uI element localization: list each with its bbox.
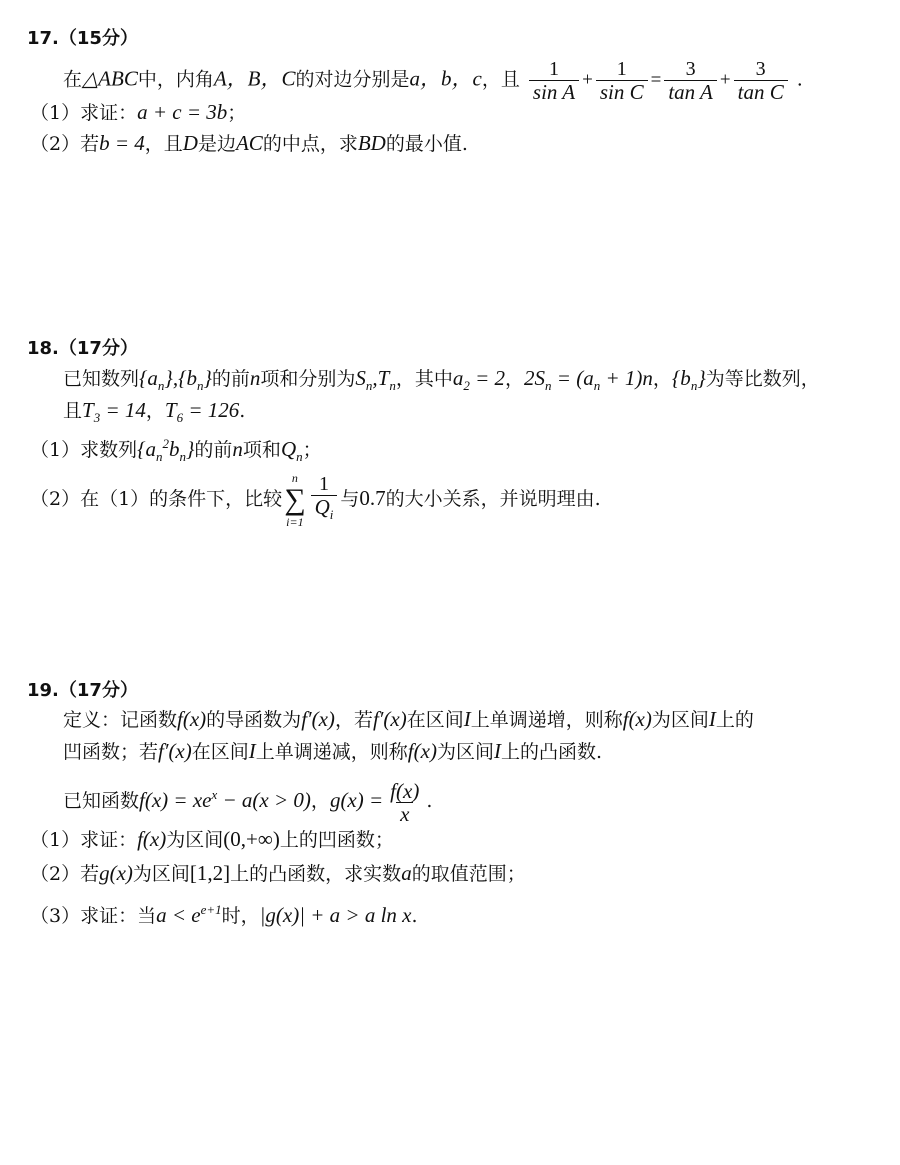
part-label: （2）在（1）的条件下，比较 <box>30 488 283 510</box>
question-19-part-2 <box>30 861 526 886</box>
stem-text: 为区间 <box>651 709 709 731</box>
sigma-symbol: ∑ <box>284 483 306 516</box>
stem-text: 的对边分别是 <box>295 68 410 91</box>
stem-text: 在区间 <box>191 741 249 763</box>
math-n: n <box>249 366 261 390</box>
math-fprime: f′(x) <box>301 707 335 731</box>
part-tail: 的最小值. <box>385 133 468 155</box>
part-text: 项和 <box>242 439 281 461</box>
question-18-part-2 <box>30 470 601 529</box>
condition-a <box>156 903 222 927</box>
sum-relation <box>524 366 653 394</box>
superscript: x <box>211 787 218 802</box>
stem-text: 上单调递减，则称 <box>255 741 408 763</box>
stem-text: ， <box>505 368 525 390</box>
fraction-denominator: sin C <box>596 80 648 103</box>
part-text: 与 <box>340 488 360 510</box>
a2-value <box>452 366 506 394</box>
fraction-3-over-tanC <box>734 58 788 103</box>
subscript: 3 <box>93 410 101 426</box>
part-tail: 上的凹函数； <box>279 829 394 851</box>
subscript: i <box>329 507 334 523</box>
part-text: 为区间 <box>166 829 224 851</box>
part-text: ，且 <box>144 133 183 155</box>
part-math: AC <box>235 131 263 155</box>
stem-text: 项和分别为 <box>260 368 356 390</box>
question-18-header <box>27 337 138 361</box>
math-part: b <box>169 437 180 461</box>
question-19-part-3 <box>30 898 418 928</box>
stem-text: ，其中 <box>395 368 453 390</box>
fraction-denominator: tan C <box>734 80 788 103</box>
math-part: {a <box>139 366 158 390</box>
stem-text: 且 <box>63 400 83 422</box>
subscript: n <box>545 378 552 394</box>
math-part: 2S <box>524 366 546 390</box>
math-f: f(x) <box>622 707 652 731</box>
fraction-1-over-sinC <box>596 58 648 103</box>
question-score: （17分） <box>58 680 138 701</box>
stem-text: 为等比数列， <box>705 368 820 390</box>
fraction-numerator: 3 <box>685 58 696 80</box>
plus-sign: + <box>719 69 731 91</box>
math-f: f(x) <box>177 707 207 731</box>
T6-value <box>164 398 240 426</box>
subscript: n <box>593 378 601 394</box>
stem-text: 中，内角 <box>137 68 214 91</box>
math-part: } <box>186 437 195 461</box>
question-score: （15分） <box>58 28 138 49</box>
math-part: {b <box>671 366 691 390</box>
math-part: } <box>697 366 706 390</box>
question-19-part-1 <box>30 827 394 852</box>
part-text: 为区间 <box>132 863 190 885</box>
math-I: I <box>708 707 716 731</box>
subscript: n <box>156 449 163 465</box>
part-math: a + c = 3b <box>137 100 228 124</box>
stem-text: ， <box>310 790 330 812</box>
math-fprime: f′(x) <box>372 707 407 731</box>
equation-end: . <box>796 68 803 91</box>
question-18-stem-line-2 <box>63 398 245 430</box>
sum-lower-limit: i=1 <box>286 515 304 529</box>
fraction-denominator: sin A <box>529 80 579 103</box>
compare-value: 0.7 <box>359 486 386 510</box>
fraction-denominator <box>311 495 338 526</box>
stem-text: ， <box>145 400 165 422</box>
part-text: 的中点，求 <box>262 133 358 155</box>
question-18-stem-line-1 <box>63 366 820 398</box>
fraction-1-over-Qi <box>311 473 338 526</box>
math-g: g(x) <box>99 861 133 885</box>
part-tail: 的取值范围； <box>411 863 526 885</box>
stem-text: ，且 <box>481 68 520 91</box>
Q-n <box>280 437 303 465</box>
math-part: ,T <box>372 366 390 390</box>
subscript: n <box>690 378 698 394</box>
math-part: },{b <box>164 366 197 390</box>
fraction-1-over-sinA <box>529 58 579 103</box>
question-score: （17分） <box>58 338 138 359</box>
math-part: − a(x > 0) <box>217 788 311 812</box>
math-I: I <box>463 707 471 731</box>
part-math: D <box>182 131 198 155</box>
inequality: |g(x)| + a > a ln x <box>259 903 412 927</box>
part-label: （2）若 <box>30 863 100 885</box>
question-17-part-2 <box>30 131 468 156</box>
question-18-part-1 <box>30 432 322 469</box>
subscript: 6 <box>176 410 184 426</box>
sequence-a-b <box>139 366 212 394</box>
subscript: 2 <box>463 378 470 394</box>
stem-text: 已知函数 <box>63 790 140 812</box>
math-I: I <box>493 739 501 763</box>
part-text: 是边 <box>197 133 236 155</box>
math-part: a < e <box>156 903 201 927</box>
part-label: （1）求证： <box>30 829 138 851</box>
sequence-anbn <box>137 436 195 465</box>
math-I: I <box>248 739 256 763</box>
stem-text: 上单调递增，则称 <box>470 709 623 731</box>
stem-text: 为区间 <box>436 741 494 763</box>
fraction-3-over-tanA <box>664 58 717 103</box>
math-part: + 1)n <box>600 366 653 390</box>
question-19-definition-line-1 <box>63 707 754 732</box>
math-part: Q <box>314 495 330 520</box>
math-fprime: f′(x) <box>158 739 192 763</box>
fraction-numerator: 1 <box>318 473 329 496</box>
fraction-f-over-x <box>386 780 423 825</box>
math-part: } <box>203 366 212 390</box>
part-tail: 的大小关系，并说明理由. <box>385 488 601 510</box>
interval: [1,2] <box>189 861 231 885</box>
superscript: 2 <box>162 436 169 451</box>
fraction-numerator: 1 <box>616 58 627 80</box>
subscript: n <box>196 378 204 394</box>
math-part: = 14 <box>100 398 146 422</box>
math-part: S <box>355 366 366 390</box>
plus-sign: + <box>582 69 593 91</box>
math-part: = 2 <box>469 366 506 390</box>
question-17-stem <box>63 58 803 103</box>
g-definition: g(x) = <box>329 788 384 812</box>
math-part: = (a <box>551 366 594 390</box>
stem-text: 的前 <box>211 368 250 390</box>
math-part: a <box>452 366 464 390</box>
math-part: T <box>82 398 94 422</box>
subscript: n <box>179 449 186 465</box>
f-definition <box>139 788 311 812</box>
math-f: f(x) <box>137 827 167 851</box>
fraction-denominator: tan A <box>664 80 717 103</box>
fraction-denominator: x <box>396 802 413 825</box>
part-label: （1）求证： <box>30 102 138 124</box>
math-part: Q <box>280 437 297 461</box>
math-part: T <box>164 398 177 422</box>
part-text: 上的凸函数，求实数 <box>230 863 402 885</box>
subscript: n <box>296 449 303 465</box>
fraction-numerator: 1 <box>549 58 560 80</box>
stem-text: 凹函数；若 <box>63 741 159 763</box>
math-part: f(x) = xe <box>139 788 212 812</box>
question-number: 19. <box>27 680 59 701</box>
sums-S-T <box>355 366 396 394</box>
question-19-header <box>27 679 138 703</box>
part-math: b = 4 <box>99 131 145 155</box>
stem-text: . <box>426 790 433 812</box>
stem-text: 已知数列 <box>63 368 140 390</box>
math-part: {a <box>137 437 156 461</box>
fraction-numerator: f(x) <box>390 778 420 803</box>
question-17-part-1 <box>30 100 246 125</box>
stem-text: 在 <box>63 68 83 91</box>
equals-sign: = <box>650 69 662 91</box>
math-f: f(x) <box>407 739 437 763</box>
math-part: = 126 <box>183 398 240 422</box>
sequence-b <box>671 366 706 394</box>
part-label: （1）求数列 <box>30 439 138 461</box>
question-number: 17. <box>27 28 59 49</box>
part-tail: ； <box>302 439 322 461</box>
subscript: n <box>157 378 165 394</box>
part-text: 的前 <box>194 439 233 461</box>
stem-text: 上的凸函数. <box>500 741 603 763</box>
question-number: 18. <box>27 338 59 359</box>
subscript: n <box>389 378 396 394</box>
stem-text: ，若 <box>334 709 373 731</box>
stem-triangle: △ABC <box>82 66 138 91</box>
part-label: （2）若 <box>30 133 100 155</box>
stem-sides: a，b，c <box>409 66 482 91</box>
stem-text: 在区间 <box>406 709 464 731</box>
stem-angles: A，B，C <box>213 66 296 91</box>
part-tail: ； <box>227 102 247 124</box>
subscript: n <box>365 378 373 394</box>
stem-text: 定义：记函数 <box>63 709 178 731</box>
part-tail: . <box>411 905 418 927</box>
math-a: a <box>401 861 412 885</box>
summation <box>284 471 305 529</box>
math-n: n <box>232 437 243 461</box>
question-19-definition-line-2 <box>63 739 602 764</box>
question-19-given <box>63 768 432 828</box>
stem-text: 上的 <box>715 709 754 731</box>
stem-text: . <box>239 400 246 422</box>
stem-text: 的导函数为 <box>206 709 302 731</box>
T3-value <box>82 398 146 426</box>
part-text: 时， <box>221 905 260 927</box>
fraction-numerator: 3 <box>755 58 766 80</box>
question-17-header <box>27 27 138 51</box>
superscript: e+1 <box>200 902 222 917</box>
sum-upper-limit: n <box>291 471 298 485</box>
part-label: （3）求证：当 <box>30 905 157 927</box>
part-math: BD <box>357 131 386 155</box>
interval: (0,+∞) <box>223 827 280 851</box>
stem-text: ， <box>652 368 672 390</box>
